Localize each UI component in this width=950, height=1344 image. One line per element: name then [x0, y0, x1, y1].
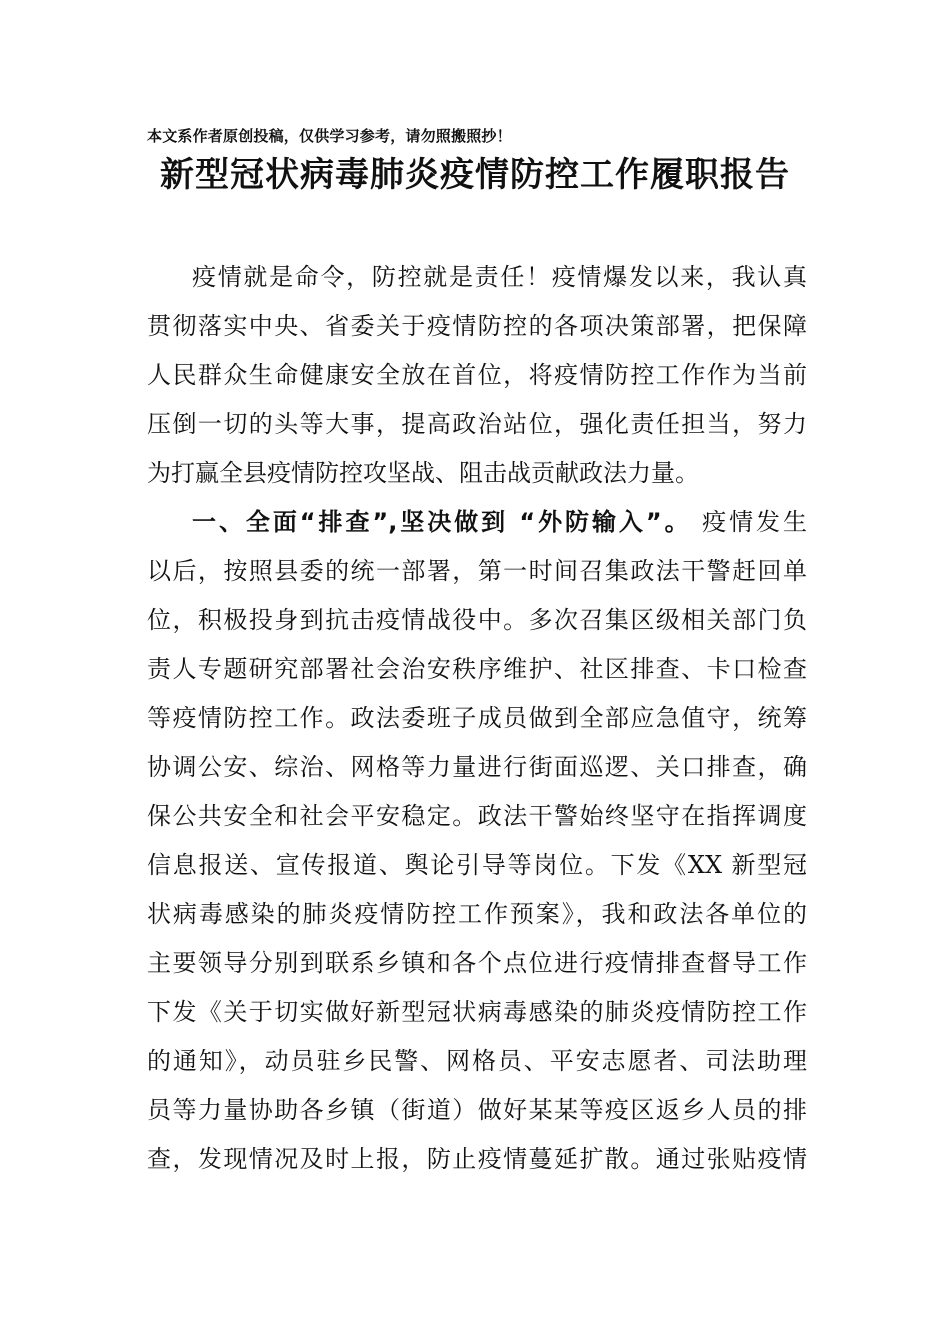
paragraph-1-line: 贯彻落实中央、省委关于疫情防控的各项决策部署，把保障 — [147, 312, 807, 340]
paragraph-2-line: 信息报送、宣传报道、舆论引导等岗位。下发《XX 新型冠 — [147, 851, 807, 879]
paragraph-2-line: 状病毒感染的肺炎疫情防控工作预案》，我和政法各单位的 — [147, 900, 807, 928]
paragraph-2-first-line — [147, 498, 807, 547]
paragraph-2-line: 责人专题研究部署社会治安秩序维护、社区排查、卡口检查 — [147, 655, 807, 683]
paragraph-2-line: 位，积极投身到抗击疫情战役中。多次召集区级相关部门负 — [147, 606, 807, 634]
paragraph-2-first-line-rest: 疫情发生 — [691, 508, 807, 536]
paragraph-2-line: 的通知》，动员驻乡民警、网格员、平安志愿者、司法助理 — [147, 1047, 807, 1075]
section-heading: 一、全面“排查”,坚决做到 “外防输入”。 — [192, 508, 692, 536]
paragraph-2-line: 查，发现情况及时上报，防止疫情蔓延扩散。通过张贴疫情 — [147, 1145, 807, 1173]
paragraph-1-line: 人民群众生命健康安全放在首位，将疫情防控工作作为当前 — [147, 361, 807, 389]
document-title: 新型冠状病毒肺炎疫情防控工作履职报告 — [160, 155, 790, 195]
paragraph-1-line: 疫情就是命令，防控就是责任！疫情爆发以来，我认真 — [192, 263, 807, 291]
paragraph-1-line: 压倒一切的头等大事，提高政治站位，强化责任担当，努力 — [147, 410, 807, 438]
paragraph-2-line: 下发《关于切实做好新型冠状病毒感染的肺炎疫情防控工作 — [147, 998, 807, 1026]
paragraph-1-line: 为打赢全县疫情防控攻坚战、阻击战贡献政法力量。 — [147, 459, 699, 487]
copyright-note: 本文系作者原创投稿，仅供学习参考，请勿照搬照抄！ — [147, 127, 512, 145]
paragraph-2-line: 等疫情防控工作。政法委班子成员做到全部应急值守，统筹 — [147, 704, 807, 732]
paragraph-2-line: 以后，按照县委的统一部署，第一时间召集政法干警赶回单 — [147, 557, 807, 585]
document-body — [147, 253, 807, 1184]
paragraph-2-line: 主要领导分别到联系乡镇和各个点位进行疫情排查督导工作 — [147, 949, 807, 977]
paragraph-2-line: 员等力量协助各乡镇（街道）做好某某等疫区返乡人员的排 — [147, 1096, 807, 1124]
paragraph-2-line: 协调公安、综治、网格等力量进行街面巡逻、关口排查，确 — [147, 753, 807, 781]
paragraph-2-line: 保公共安全和社会平安稳定。政法干警始终坚守在指挥调度 — [147, 802, 807, 830]
